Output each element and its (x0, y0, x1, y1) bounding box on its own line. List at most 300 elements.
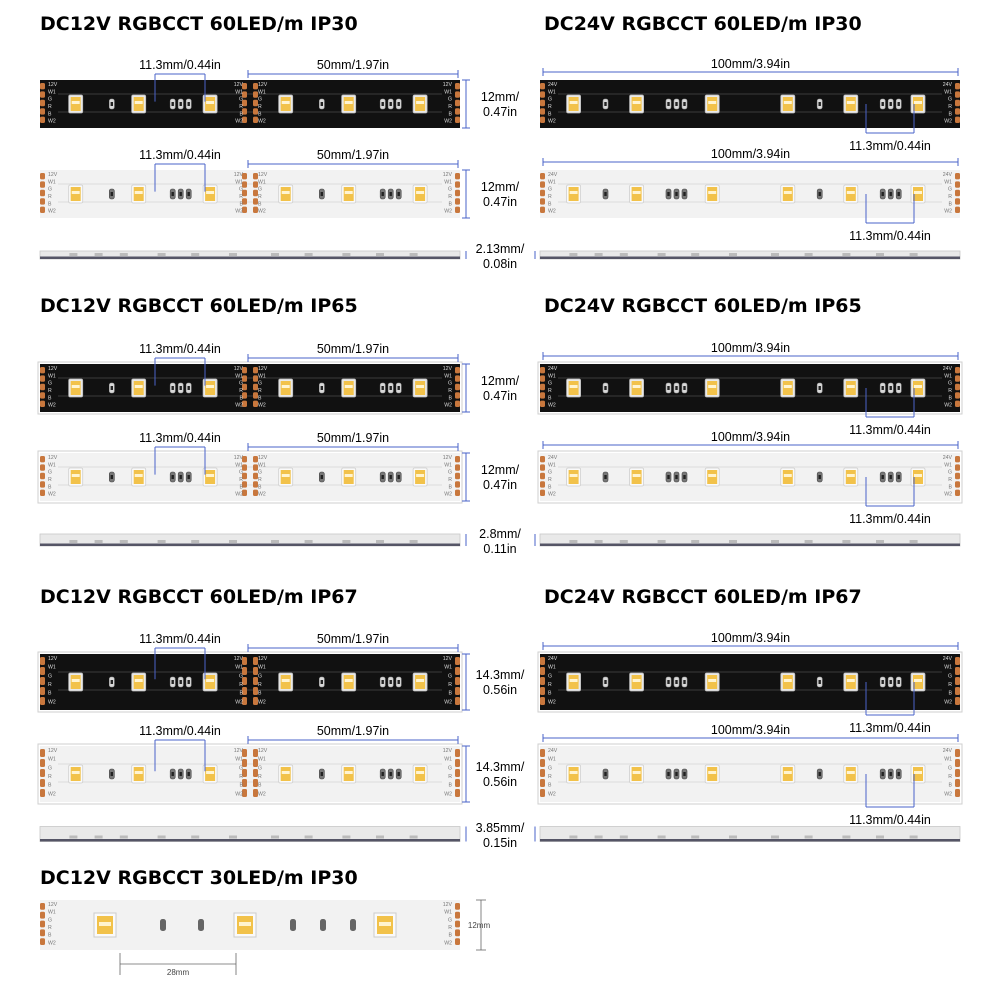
pin-label: 12V (442, 656, 452, 662)
pin-label: 24V (548, 656, 558, 662)
component-bump (120, 253, 128, 256)
copper-pads (540, 657, 545, 705)
led-chip (911, 673, 925, 691)
pin-label: G (48, 917, 53, 924)
thickness-label-mm: 2.8mm/ (479, 527, 521, 541)
pin-label: B (548, 395, 552, 402)
led-chip (342, 379, 356, 397)
pin-label: 24V (942, 172, 952, 178)
pin-label: G (548, 96, 553, 103)
cut-length-dimension-label: 100mm/3.94in (710, 723, 791, 737)
led-chip (911, 379, 925, 397)
resistor-group (109, 189, 114, 199)
width-label-mm: 14.3mm/ (475, 760, 525, 774)
thickness-label-in: 0.08in (482, 257, 518, 271)
led-chip (413, 95, 427, 113)
cut-length-dimension (248, 724, 458, 744)
pin-label: W1 (944, 89, 952, 96)
pin-label: G (238, 96, 243, 103)
component-bump (620, 253, 628, 256)
black-strip (38, 362, 462, 414)
resistor-group (170, 769, 191, 779)
pin-label: R (239, 194, 243, 200)
pin-label: 24V (548, 455, 558, 461)
pin-label: G (258, 673, 263, 680)
spacing-dimension-30led (120, 953, 236, 977)
component-bump (305, 540, 313, 543)
cut-length-dimension (248, 148, 458, 168)
resistor-group (319, 383, 324, 393)
pin-label: 12V (233, 748, 243, 754)
pin-label: 12V (48, 902, 58, 908)
pin-label: W1 (548, 756, 556, 763)
cut-length-dimension (543, 631, 958, 650)
component-bump (69, 836, 77, 839)
led-chip (279, 185, 293, 203)
component-bump (569, 253, 577, 256)
pin-label: W1 (548, 664, 556, 671)
component-bump (595, 253, 603, 256)
resistor-group (603, 189, 608, 199)
pin-label: W1 (444, 89, 452, 96)
pin-label: W1 (235, 756, 243, 763)
led-chip (630, 379, 644, 397)
component-bump (569, 540, 577, 543)
pin-label: R (239, 477, 243, 483)
pin-label: 12V (48, 366, 58, 372)
component-bump (805, 540, 813, 543)
section-title-right: DC24V RGBCCT 60LED/m IP65 (544, 295, 862, 317)
led-chip (781, 95, 795, 113)
pin-label: G (447, 186, 452, 193)
led-chip (374, 913, 396, 937)
copper-pads (40, 456, 45, 496)
led-chip (69, 185, 83, 203)
cut-length-dimension (248, 632, 458, 652)
pin-label: 24V (942, 82, 952, 88)
component-bump (410, 253, 418, 256)
led-chip (413, 185, 427, 203)
spacing-label: 11.3mm/0.44in (849, 139, 931, 153)
cut-length-dimension (543, 57, 958, 76)
pin-label: R (48, 104, 52, 110)
white-strip (38, 451, 462, 503)
led-chip (132, 95, 146, 113)
component-bump (771, 253, 779, 256)
pin-label: G (947, 469, 952, 476)
component-bump (305, 253, 313, 256)
resistor-group (380, 677, 401, 687)
resistor-group (817, 472, 822, 482)
led-chip (630, 185, 644, 203)
pin-label: W2 (944, 491, 952, 498)
led-chip (342, 95, 356, 113)
pin-label: R (239, 388, 243, 394)
pin-label: W2 (258, 699, 266, 706)
cut-length-dimension (248, 58, 458, 78)
led-chip (567, 95, 581, 113)
pin-label: R (548, 194, 552, 200)
resistor-group (170, 189, 191, 199)
pin-label: W2 (444, 491, 452, 498)
component-bump (691, 836, 699, 839)
width-label-in: 0.47in (482, 105, 518, 119)
resistor-group (170, 383, 191, 393)
led-chip (630, 468, 644, 486)
copper-pads (455, 903, 460, 945)
led-chip (132, 379, 146, 397)
led-chip (132, 673, 146, 691)
pin-label: B (448, 201, 452, 208)
spacing-label: 11.3mm/0.44in (139, 431, 221, 445)
width-dimension-30led (468, 900, 491, 950)
resistor-group (319, 99, 324, 109)
component-bump (842, 540, 850, 543)
copper-pads (455, 749, 460, 797)
resistor-group (880, 99, 901, 109)
spacing-label: 11.3mm/0.44in (849, 423, 931, 437)
led-chip (132, 468, 146, 486)
component-bump (69, 253, 77, 256)
resistor-group (380, 472, 401, 482)
component-bump (876, 540, 884, 543)
pin-label: G (447, 673, 452, 680)
pin-label: R (948, 477, 952, 483)
resistor-group (666, 769, 687, 779)
pin-label: 12V (48, 748, 58, 754)
pin-label: 12V (233, 82, 243, 88)
component-bump (95, 540, 103, 543)
width-label-in: 0.56in (482, 683, 518, 697)
resistor-group (170, 472, 191, 482)
component-bump (271, 540, 279, 543)
pin-label: G (548, 186, 553, 193)
resistor-group (109, 383, 114, 393)
component-bump (376, 540, 384, 543)
pin-label: W1 (944, 664, 952, 671)
pin-label: G (447, 380, 452, 387)
pin-label: 12V (442, 748, 452, 754)
pin-label: R (448, 925, 452, 931)
resistor-group (380, 769, 401, 779)
pin-label: B (48, 782, 52, 789)
led-chip (781, 185, 795, 203)
pin-label: G (947, 186, 952, 193)
pin-label: B (258, 484, 262, 491)
led-chip (279, 765, 293, 783)
component-bump (729, 540, 737, 543)
component-bump (376, 836, 384, 839)
copper-pads (955, 367, 960, 407)
component-bump (910, 540, 918, 543)
white-strip (538, 744, 962, 804)
pin-label: 24V (942, 366, 952, 372)
pin-label: W2 (48, 940, 56, 947)
pin-label: G (258, 96, 263, 103)
pin-label: 12V (48, 172, 58, 178)
black-strip (38, 652, 462, 712)
spacing-label: 11.3mm/0.44in (139, 724, 221, 738)
pin-label: W1 (235, 462, 243, 469)
resistor-group (880, 383, 901, 393)
component-bump (95, 253, 103, 256)
led-chip (844, 379, 858, 397)
width-label-mm: 12mm/ (480, 374, 520, 388)
component-bump (158, 253, 166, 256)
section-title-left: DC12V RGBCCT 60LED/m IP30 (40, 13, 358, 35)
component-bump (120, 836, 128, 839)
resistor-group (319, 769, 324, 779)
width-dimension (462, 364, 520, 412)
width-label-in: 0.47in (482, 478, 518, 492)
pin-label: W2 (548, 791, 556, 798)
strip-side-profile (40, 534, 460, 546)
resistor-group (603, 99, 608, 109)
resistor-group (666, 383, 687, 393)
pin-label: 12V (233, 656, 243, 662)
copper-pads (40, 749, 45, 797)
pin-label: B (448, 932, 452, 939)
component-bump (191, 540, 199, 543)
pin-label: R (48, 925, 52, 931)
component-bump (342, 836, 350, 839)
section-title-right: DC24V RGBCCT 60LED/m IP30 (544, 13, 862, 35)
pin-label: B (548, 484, 552, 491)
component-bump (620, 540, 628, 543)
black-strip (540, 80, 960, 128)
pin-label: R (48, 388, 52, 394)
pin-label: G (548, 673, 553, 680)
white-strip (38, 744, 462, 804)
component-bump (691, 253, 699, 256)
component-bump (842, 836, 850, 839)
led-chip (705, 673, 719, 691)
resistor (160, 919, 166, 931)
pin-label: W2 (444, 402, 452, 409)
width-label-mm: 12mm/ (480, 463, 520, 477)
copper-pads (955, 749, 960, 797)
spacing-label: 11.3mm/0.44in (849, 512, 931, 526)
copper-pads (40, 367, 45, 407)
led-chip (705, 379, 719, 397)
led-chip (567, 379, 581, 397)
component-bump (595, 836, 603, 839)
pin-label: W2 (444, 940, 452, 947)
led-chip (705, 185, 719, 203)
pin-label: G (947, 380, 952, 387)
pin-label: 24V (942, 748, 952, 754)
pin-label: R (48, 477, 52, 483)
resistor-group (380, 99, 401, 109)
led-chip (567, 673, 581, 691)
pin-label: R (548, 388, 552, 394)
pin-label: 12V (442, 82, 452, 88)
pin-label: G (238, 380, 243, 387)
cut-length-dimension-label: 50mm/1.97in (316, 632, 390, 646)
pin-label: W2 (258, 491, 266, 498)
spacing-label: 11.3mm/0.44in (139, 342, 221, 356)
pin-label: R (548, 682, 552, 688)
led-chip (342, 765, 356, 783)
spacing-label: 11.3mm/0.44in (849, 229, 931, 243)
component-bump (229, 540, 237, 543)
led-chip (567, 468, 581, 486)
spacing-label: 11.3mm/0.44in (139, 58, 221, 72)
resistor-group (109, 472, 114, 482)
pin-label: W2 (444, 208, 452, 215)
pin-label: R (258, 774, 262, 780)
pin-label: B (448, 395, 452, 402)
pin-label: 12V (258, 455, 268, 461)
pin-label: W2 (48, 491, 56, 498)
width-label-in: 0.47in (482, 195, 518, 209)
copper-pads (40, 657, 45, 705)
pin-label: 24V (548, 748, 558, 754)
pin-label: 12V (442, 172, 452, 178)
pin-label: R (239, 774, 243, 780)
led-chip (234, 913, 256, 937)
pin-label: W2 (944, 208, 952, 215)
component-bump (158, 540, 166, 543)
component-bump (729, 836, 737, 839)
pin-label: 24V (942, 656, 952, 662)
pin-label: 12V (233, 172, 243, 178)
component-bump (658, 253, 666, 256)
pin-label: W1 (548, 462, 556, 469)
led-chip (567, 185, 581, 203)
copper-pads (955, 657, 960, 705)
component-bump (910, 253, 918, 256)
led-chip (279, 95, 293, 113)
led-chip (781, 765, 795, 783)
resistor (198, 919, 204, 931)
black-strip (538, 652, 962, 712)
pin-label: B (48, 111, 52, 118)
pin-label: B (448, 782, 452, 789)
component-bump (842, 253, 850, 256)
pin-label: W2 (444, 791, 452, 798)
led-chip (94, 913, 116, 937)
pin-label: W1 (944, 756, 952, 763)
pin-label: R (948, 388, 952, 394)
strip-side-profile (540, 251, 960, 259)
pin-label: W2 (48, 208, 56, 215)
component-bump (120, 540, 128, 543)
led-chip (781, 468, 795, 486)
resistor-group (319, 677, 324, 687)
pin-label: B (239, 782, 243, 789)
pin-label: G (258, 186, 263, 193)
pin-label: R (48, 194, 52, 200)
pin-label: B (258, 690, 262, 697)
led-chip (69, 95, 83, 113)
component-bump (569, 836, 577, 839)
cut-length-dimension (543, 341, 958, 360)
pin-label: R (258, 194, 262, 200)
resistor (290, 919, 296, 931)
component-bump (910, 836, 918, 839)
pin-label: W1 (444, 664, 452, 671)
pin-label: 24V (548, 172, 558, 178)
resistor-group (319, 472, 324, 482)
width-label-mm: 14.3mm/ (475, 668, 525, 682)
led-chip (844, 468, 858, 486)
pin-label: 12V (258, 172, 268, 178)
strip-side-profile (540, 534, 960, 546)
led-chip (844, 95, 858, 113)
led-chip (705, 468, 719, 486)
resistor-group (817, 677, 822, 687)
pin-label: 12V (258, 656, 268, 662)
pin-label: B (548, 201, 552, 208)
pin-label: R (948, 682, 952, 688)
pin-label: R (448, 774, 452, 780)
pin-label: W2 (235, 791, 243, 798)
pin-label: W2 (944, 402, 952, 409)
pin-label: W1 (444, 462, 452, 469)
pin-label: G (447, 765, 452, 772)
pin-label: G (258, 380, 263, 387)
pcb-edge (40, 544, 460, 547)
component-bump (376, 253, 384, 256)
pin-label: W2 (258, 402, 266, 409)
copper-pads (40, 173, 45, 213)
pin-label: 12V (442, 455, 452, 461)
pin-label: W2 (444, 699, 452, 706)
pin-label: G (447, 96, 452, 103)
pin-label: G (48, 96, 53, 103)
pin-label: 12V (258, 82, 268, 88)
pin-label: R (258, 477, 262, 483)
pin-label: B (48, 484, 52, 491)
led-chip (911, 95, 925, 113)
thickness-label-in: 0.15in (482, 836, 518, 850)
component-bump (620, 836, 628, 839)
resistor-group (817, 189, 822, 199)
cut-length-dimension-label: 50mm/1.97in (316, 58, 390, 72)
component-bump (191, 836, 199, 839)
led-chip (279, 673, 293, 691)
cut-length-dimension (248, 431, 458, 451)
led-chip (844, 185, 858, 203)
pin-label: G (48, 186, 53, 193)
resistor-group (380, 189, 401, 199)
component-bump (158, 836, 166, 839)
led-chip (69, 468, 83, 486)
pin-label: R (48, 774, 52, 780)
component-bump (271, 253, 279, 256)
led-chip (342, 673, 356, 691)
pin-label: W2 (235, 699, 243, 706)
led-chip (69, 379, 83, 397)
resistor (350, 919, 356, 931)
pcb-edge (540, 839, 960, 842)
led-chip (781, 673, 795, 691)
resistor-group (170, 677, 191, 687)
component-bump (191, 253, 199, 256)
pin-label: B (548, 690, 552, 697)
pin-label: W1 (235, 664, 243, 671)
cut-length-dimension-label: 50mm/1.97in (316, 724, 390, 738)
pin-label: W1 (235, 179, 243, 186)
pin-label: W2 (48, 699, 56, 706)
led-chip (844, 765, 858, 783)
width-label: 12mm (467, 921, 491, 930)
led-chip (279, 468, 293, 486)
spacing-label: 11.3mm/0.44in (849, 813, 931, 827)
component-bump (342, 540, 350, 543)
pin-label: W1 (444, 373, 452, 380)
